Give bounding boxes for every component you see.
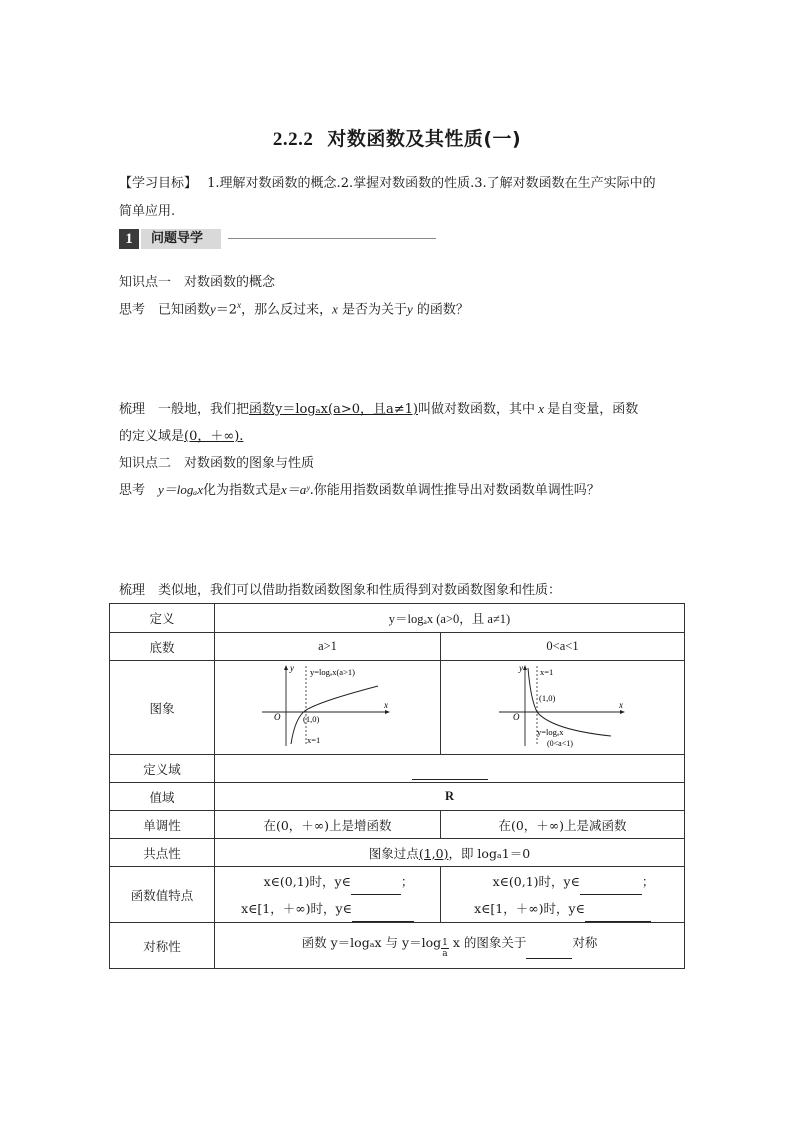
- properties-table: [109, 603, 685, 969]
- kp1-think-x: x: [332, 301, 338, 317]
- kp2-heading: 知识点二 对数函数的图象与性质: [119, 456, 315, 471]
- values-left-1-end: ；: [400, 873, 414, 889]
- table-row: [110, 783, 685, 811]
- kp1-sort-domain: (0，＋∞).: [184, 429, 244, 444]
- values-left-1-blank[interactable]: [351, 880, 401, 895]
- graph-left-x-label: x: [383, 700, 388, 710]
- fixed-point-suffix: ，即 logₐ1＝0: [448, 845, 531, 861]
- domain-blank[interactable]: [412, 765, 488, 780]
- graph-left-point: (1,0): [302, 714, 319, 724]
- row-label-fixed-point: 共点性: [110, 839, 215, 867]
- graph-right-origin: O: [512, 712, 519, 722]
- kp1-sort-mid: 叫做对数函数，其中: [417, 402, 535, 417]
- kp2-sort: 梳理 类似地，我们可以借助指数函数图象和性质得到对数函数图象和性质：: [119, 583, 562, 598]
- kp1-sort-x: x: [535, 401, 548, 416]
- graph-decreasing-cell: [441, 661, 685, 755]
- base-greater: a>1: [215, 633, 441, 661]
- values-left-2: x∈[1，＋∞)时，y∈: [241, 900, 352, 916]
- table-row: [110, 811, 685, 839]
- values-right-2-blank[interactable]: [585, 907, 651, 922]
- values-left-1: x∈(0,1)时，y∈: [263, 873, 351, 889]
- range-value: R: [215, 783, 685, 811]
- graph-right-condition: (0<a<1): [546, 739, 573, 748]
- symmetry-fraction: [441, 938, 449, 959]
- page-title: [0, 124, 794, 151]
- table-row: [110, 839, 685, 867]
- definition-value: y＝logₐx (a>0，且 a≠1): [215, 604, 685, 633]
- graph-right-point: (1,0): [538, 693, 555, 703]
- symmetry-prefix: 函数 y＝logₐx 与 y＝log: [301, 934, 442, 950]
- row-label-monotonic: 单调性: [110, 811, 215, 839]
- kp1-sort-line2-prefix: 的定义域是: [119, 429, 185, 444]
- row-label-graph: 图象: [110, 661, 215, 755]
- base-less: 0<a<1: [441, 633, 685, 661]
- graph-left-y-label: y: [289, 663, 294, 673]
- monotonic-increasing: 在(0，＋∞)上是增函数: [215, 811, 441, 839]
- fixed-point-value: (1,0): [418, 845, 449, 861]
- kp2-think-formula2: x＝aʸ: [281, 482, 310, 497]
- monotonic-decreasing: 在(0，＋∞)上是减函数: [441, 811, 685, 839]
- kp1-think: [119, 298, 469, 317]
- row-label-range: 值域: [110, 783, 215, 811]
- row-label-definition: 定义: [110, 604, 215, 633]
- kp1-sort-definition: 函数y＝logₐx(a>0，且a≠1): [249, 402, 418, 417]
- values-right-1: x∈(0,1)时，y∈: [492, 873, 580, 889]
- values-left-2-blank[interactable]: [352, 907, 414, 922]
- symmetry-end: 对称: [572, 934, 598, 950]
- kp1-think-eq: ＝2: [215, 302, 238, 318]
- kp1-think-rest2: 是否为关于: [337, 302, 408, 318]
- values-increasing: [215, 867, 441, 923]
- table-row: [110, 633, 685, 661]
- objectives-text-1: 1.理解对数函数的概念.2.掌握对数函数的性质.3.了解对数函数在生产实际中的: [207, 176, 656, 191]
- fraction-top: 1: [442, 937, 448, 948]
- table-row: [110, 867, 685, 923]
- table-row: [110, 661, 685, 755]
- graph-right-line-label: x=1: [539, 667, 553, 677]
- kp2-think-mid: 化为指数式是: [202, 483, 281, 498]
- kp2-think: [119, 479, 600, 498]
- kp1-sort-prefix: 梳理 一般地，我们把: [119, 402, 250, 417]
- row-label-symmetry: 对称性: [110, 923, 215, 969]
- symmetry-mid: x 的图象关于: [448, 934, 527, 950]
- graph-increasing-cell: [215, 661, 441, 755]
- title-text: 对数函数及其性质(一): [327, 128, 522, 150]
- domain-blank-cell: [215, 755, 685, 783]
- kp2-think-prefix: 思考: [119, 483, 159, 498]
- table-row: [110, 923, 685, 969]
- values-right-2: x∈[1，＋∞)时，y∈: [474, 900, 585, 916]
- graph-left-origin: O: [273, 712, 280, 722]
- table-row: [110, 755, 685, 783]
- symmetry-blank[interactable]: [526, 944, 572, 959]
- kp1-think-end: 的函数？: [412, 302, 469, 318]
- section-divider: [228, 238, 436, 239]
- fixed-point-prefix: 图象过点: [368, 845, 419, 861]
- kp1-heading: 知识点一 对数函数的概念: [119, 275, 276, 290]
- kp1-think-y2: y: [407, 301, 413, 317]
- fixed-point-cell: [215, 839, 685, 867]
- fraction-bottom: a: [442, 948, 448, 959]
- values-right-1-end: ；: [641, 873, 655, 889]
- section-number-badge: 1: [119, 229, 139, 249]
- objectives-line-1: [119, 172, 656, 191]
- objectives-tag: 【学习目标】: [119, 176, 198, 191]
- kp1-sort-line-2: [119, 425, 243, 444]
- kp1-sort-rest: 是自变量，函数: [547, 402, 639, 417]
- graph-right-y-label: y: [518, 663, 523, 673]
- graph-decreasing: [493, 662, 633, 750]
- kp1-think-prefix: 思考 已知函数: [119, 302, 211, 318]
- title-number: 2.2.2: [272, 129, 314, 150]
- kp1-sort-line-1: [119, 398, 638, 417]
- graph-left-line-label: x=1: [306, 735, 320, 745]
- kp1-think-y: y: [210, 301, 216, 317]
- section-label: 问题导学: [141, 229, 221, 249]
- kp2-think-rest: .你能用指数函数单调性推导出对数函数单调性吗？: [309, 483, 600, 498]
- graph-right-x-label: x: [618, 700, 623, 710]
- graph-increasing: [258, 662, 398, 750]
- graph-left-curve-label: y=logₐx(a>1): [309, 667, 355, 677]
- values-decreasing: [441, 867, 685, 923]
- row-label-domain: 定义域: [110, 755, 215, 783]
- row-label-base: 底数: [110, 633, 215, 661]
- kp1-think-exp: x: [237, 300, 242, 310]
- kp2-think-formula: y＝logₐx: [158, 482, 203, 497]
- objectives-line-2: 简单应用.: [119, 204, 176, 219]
- kp1-think-rest: ，那么反过来，: [241, 302, 333, 318]
- row-label-values: 函数值特点: [110, 867, 215, 923]
- table-row: [110, 604, 685, 633]
- values-right-1-blank[interactable]: [580, 880, 642, 895]
- graph-right-curve-label: y=logₐx: [536, 727, 563, 737]
- symmetry-cell: [215, 923, 685, 969]
